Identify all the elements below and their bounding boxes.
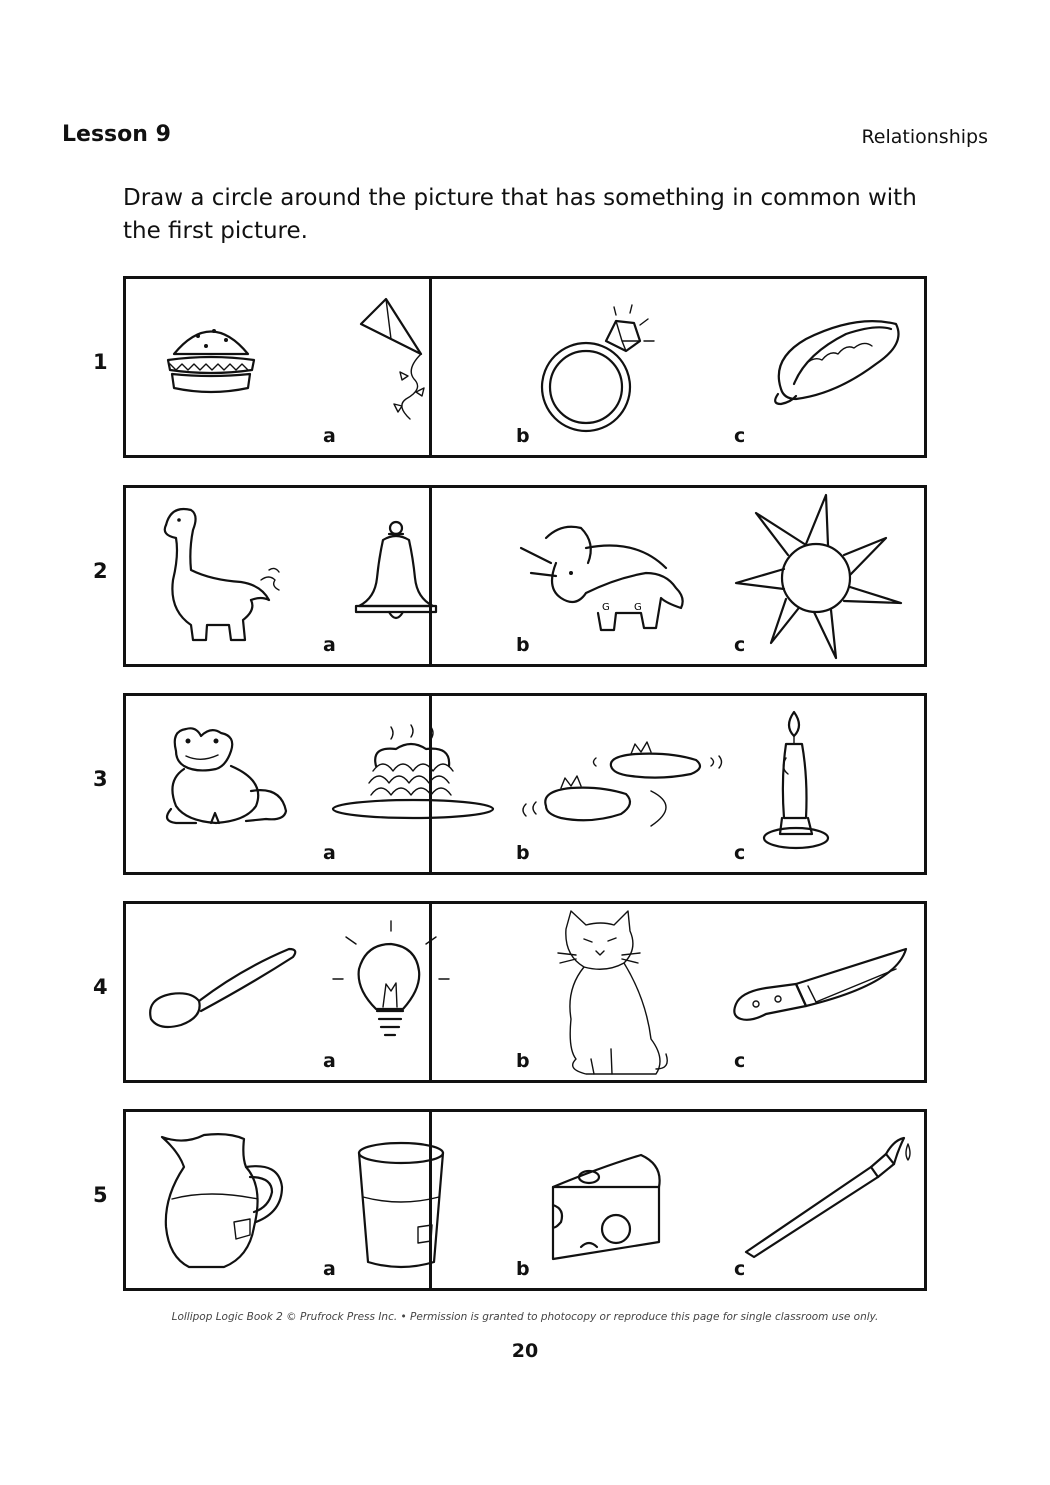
hamburger-icon — [156, 314, 266, 414]
choice-letter-a: a — [323, 842, 336, 864]
instructions: Draw a circle around the picture that has something in common with the first picture. — [123, 185, 917, 244]
choice-letter-b: b — [516, 842, 530, 864]
choice-letter-c: c — [734, 842, 746, 864]
question-row-3 — [0, 693, 1050, 875]
sun-icon — [726, 493, 906, 663]
choice-letter-a: a — [323, 634, 336, 656]
svg-text:G: G — [602, 602, 610, 613]
question-number: 2 — [93, 559, 108, 583]
candle-icon — [756, 708, 836, 858]
choice-letter-a: a — [323, 1050, 336, 1072]
question-number: 4 — [93, 975, 108, 999]
choice-letter-a: a — [323, 1258, 336, 1280]
question-row-2 — [0, 485, 1050, 667]
hot-dog-icon — [766, 304, 906, 414]
choice-letter-c: c — [734, 425, 746, 447]
lesson-title: Lesson 9 — [62, 122, 171, 147]
choice-letter-b: b — [516, 425, 530, 447]
question-box — [123, 485, 927, 667]
question-box — [123, 276, 927, 458]
spoon-icon — [141, 939, 301, 1039]
diamond-ring-icon — [536, 299, 666, 439]
copyright-footer: Lollipop Logic Book 2 © Prufrock Press Inc. • Permission is granted to photocopy or reproduce this page for single classroom use only. — [171, 1311, 879, 1323]
question-row-4 — [0, 901, 1050, 1083]
choice-letter-b: b — [516, 1258, 530, 1280]
question-box — [123, 693, 927, 875]
question-number: 1 — [93, 350, 108, 374]
kite-icon — [336, 294, 456, 434]
paintbrush-icon — [736, 1132, 916, 1262]
choice-letter-b: b — [516, 634, 530, 656]
frog-icon — [156, 721, 296, 841]
question-number: 5 — [93, 1183, 108, 1207]
topic-label: Relationships — [861, 126, 988, 148]
choice-letter-c: c — [734, 1050, 746, 1072]
spaghetti-icon — [331, 721, 501, 831]
light-bulb-icon — [331, 919, 461, 1059]
choice-letter-b: b — [516, 1050, 530, 1072]
pitcher-icon — [154, 1127, 294, 1277]
bell-icon — [351, 518, 441, 628]
lily-pads-icon — [511, 736, 731, 836]
choice-letter-c: c — [734, 1258, 746, 1280]
question-number: 3 — [93, 767, 108, 791]
question-box — [123, 1109, 927, 1291]
choice-letter-a: a — [323, 425, 336, 447]
question-box — [123, 901, 927, 1083]
question-row-1 — [0, 276, 1050, 458]
triceratops-icon — [516, 518, 696, 638]
svg-text:G: G — [634, 602, 642, 613]
page-number: 20 — [511, 1340, 539, 1362]
cat-icon — [546, 909, 676, 1079]
choice-letter-c: c — [734, 634, 746, 656]
glass-icon — [346, 1137, 456, 1277]
question-row-5 — [0, 1109, 1050, 1291]
knife-icon — [726, 944, 916, 1044]
dinosaur-icon — [151, 500, 291, 650]
cheese-icon — [541, 1147, 671, 1267]
